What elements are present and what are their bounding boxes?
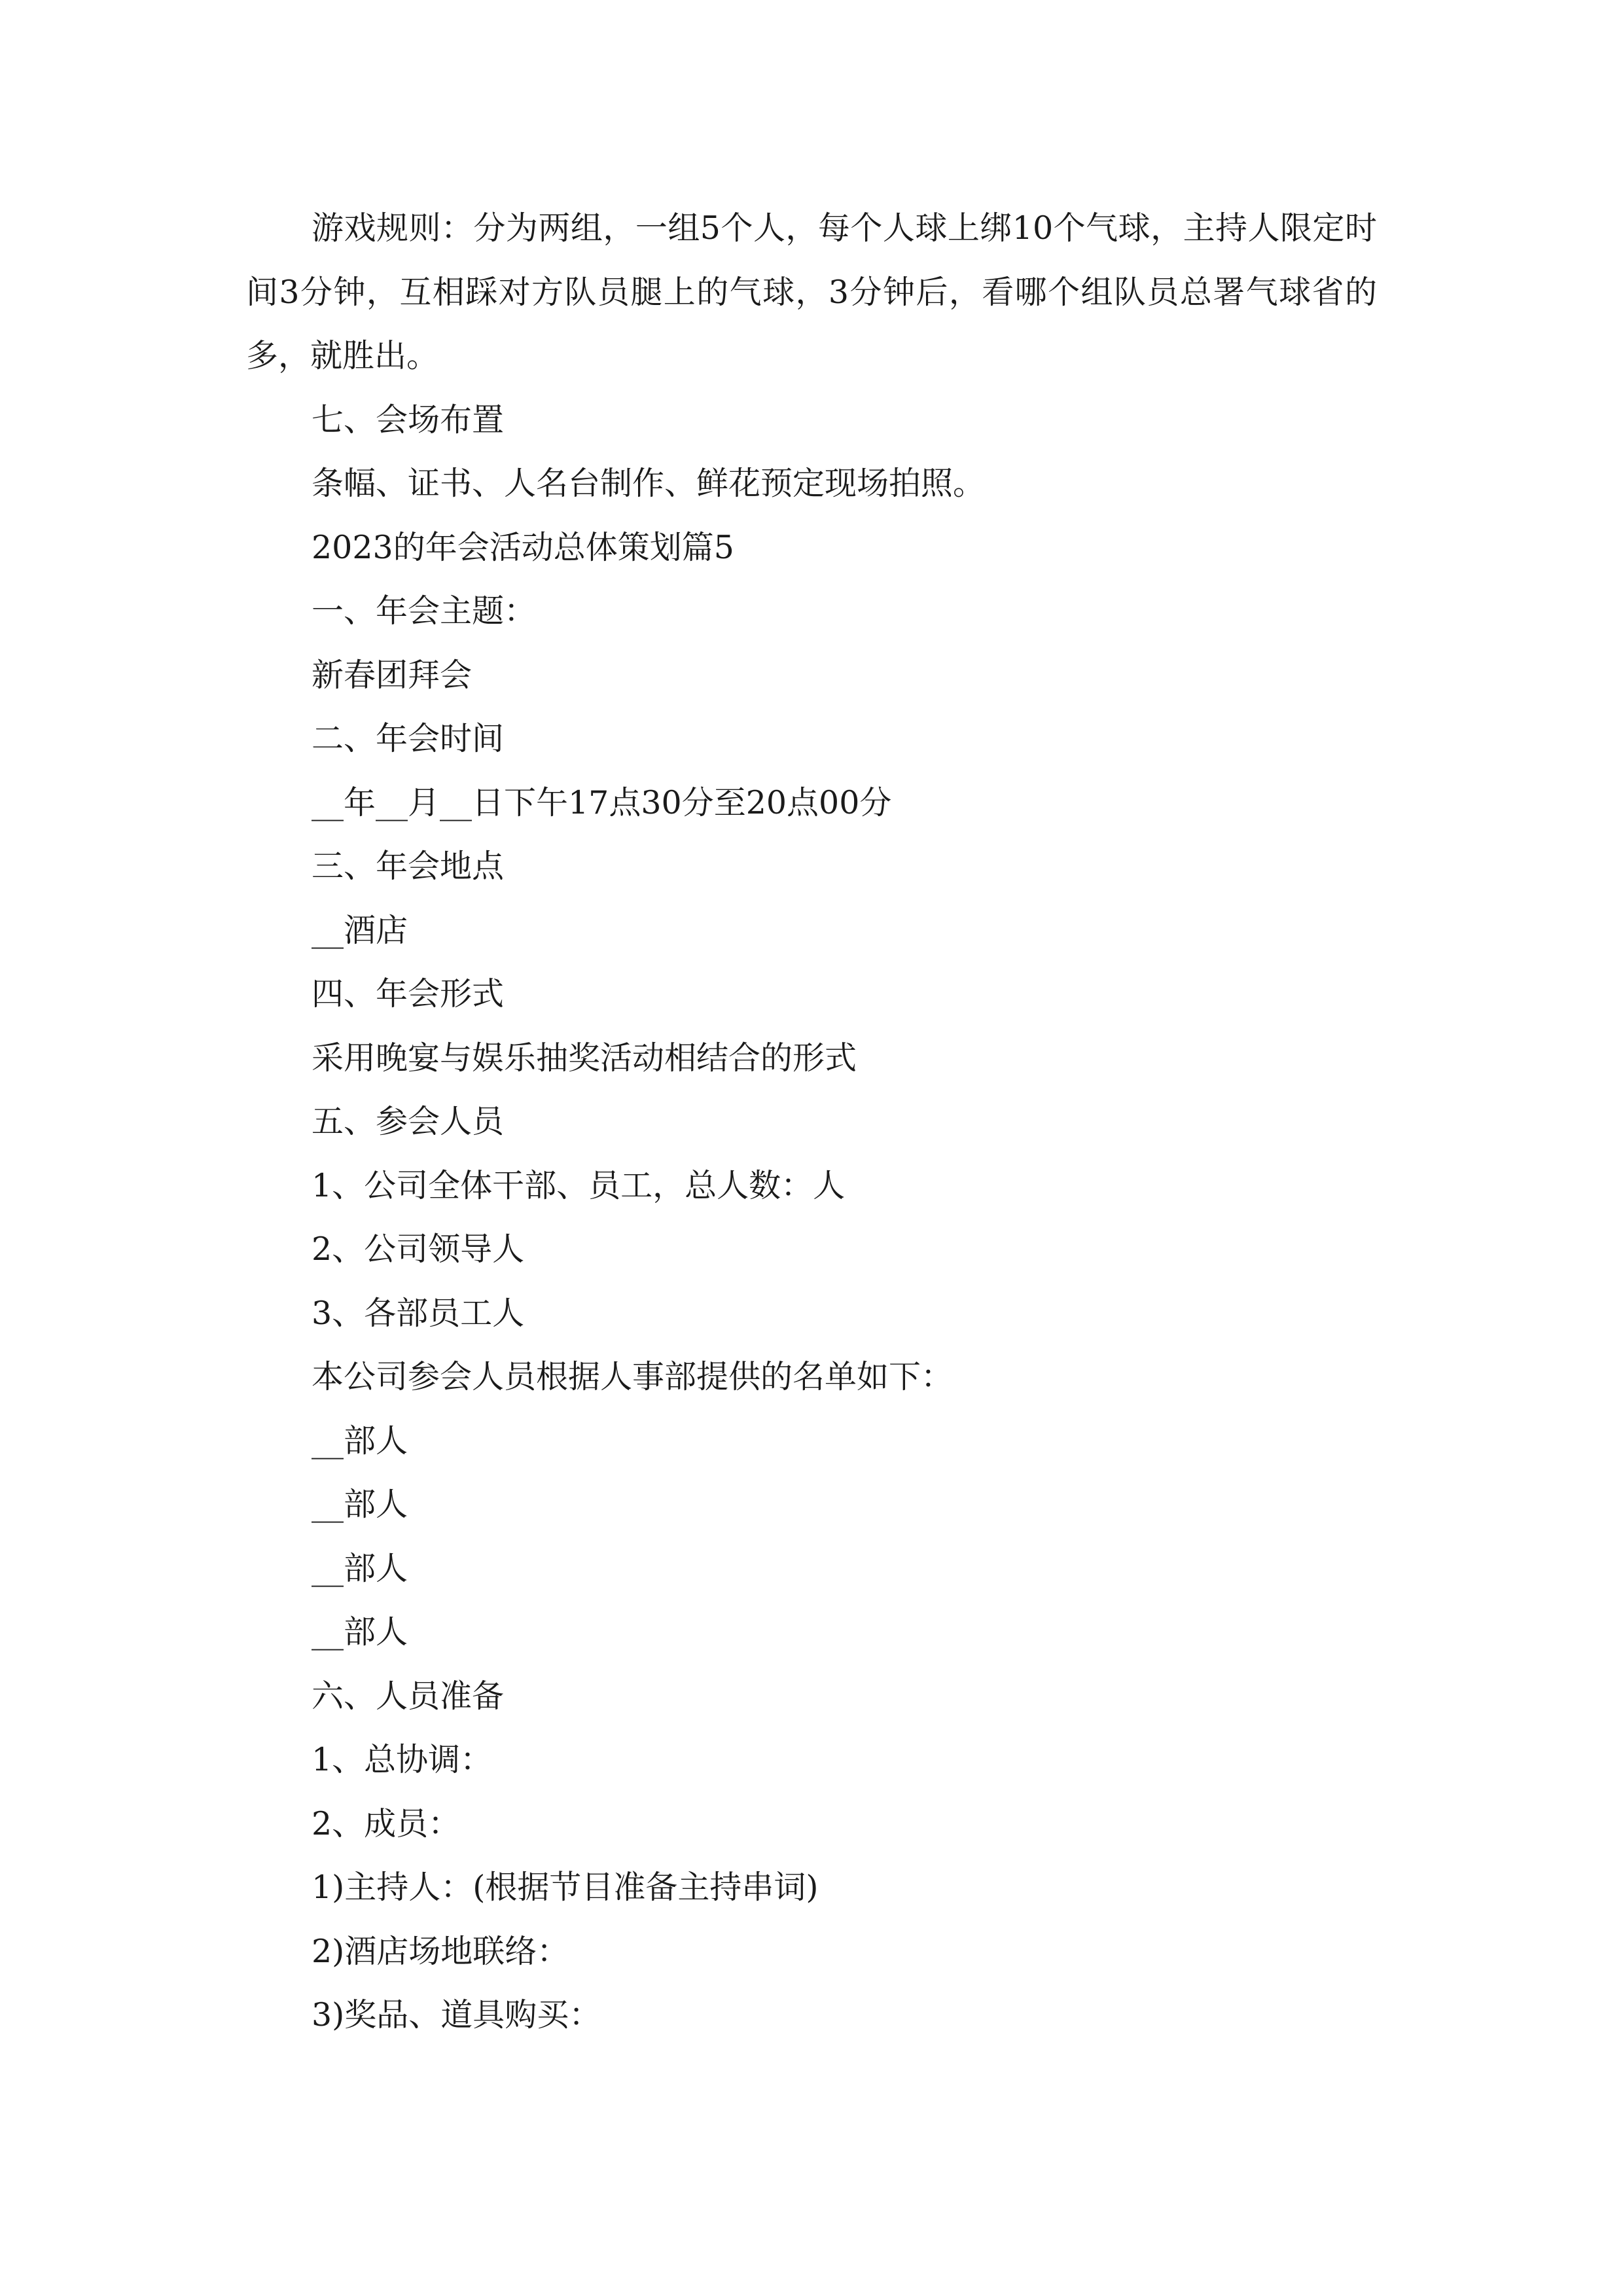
staffing-item: 1、总协调： [312, 1741, 493, 1778]
venue-setup-text: 条幅、证书、人名台制作、鲜花预定现场拍照。 [312, 465, 986, 502]
theme-text: 新春团拜会 [312, 656, 473, 694]
department-item: __部人 [312, 1549, 408, 1587]
staffing-subitem: 3)奖品、道具购买： [312, 1996, 601, 2034]
section-heading-format: 四、年会形式 [312, 975, 505, 1013]
attendee-item: 1、公司全体干部、员工，总人数：人 [312, 1166, 846, 1204]
document-body [246, 196, 1377, 2047]
time-text: __年__月__日下午17点30分至20点00分 [312, 783, 892, 821]
staffing-subitem: 2)酒店场地联络： [312, 1932, 569, 1970]
section-heading-location: 三、年会地点 [312, 848, 505, 885]
section-heading-venue-setup: 七、会场布置 [312, 401, 505, 439]
staffing-item: 2、成员： [312, 1804, 461, 1842]
staffing-subitem: 1)主持人：(根据节目准备主持串词) [312, 1869, 819, 1906]
plan-title: 2023的年会活动总体策划篇5 [312, 528, 734, 566]
format-text: 采用晚宴与娱乐抽奖活动相结合的形式 [312, 1039, 857, 1077]
department-item: __部人 [312, 1486, 408, 1523]
attendee-list-intro: 本公司参会人员根据人事部提供的名单如下： [312, 1358, 954, 1395]
attendee-item: 2、公司领导人 [312, 1230, 525, 1268]
game-rules-paragraph: 游戏规则：分为两组，一组5个人，每个人球上绑10个气球，主持人限定时间3分钟，互相踩对方队员腿上的气球，3分钟后，看哪个组队员总署气球省的多，就胜出。 [246, 209, 1377, 374]
section-heading-attendees: 五、参会人员 [312, 1103, 505, 1140]
location-text: __酒店 [312, 911, 408, 949]
section-heading-staffing: 六、人员准备 [312, 1677, 505, 1715]
department-item: __部人 [312, 1422, 408, 1460]
section-heading-time: 二、年会时间 [312, 720, 505, 757]
section-heading-theme: 一、年会主题： [312, 592, 537, 630]
attendee-item: 3、各部员工人 [312, 1294, 525, 1332]
department-item: __部人 [312, 1613, 408, 1651]
